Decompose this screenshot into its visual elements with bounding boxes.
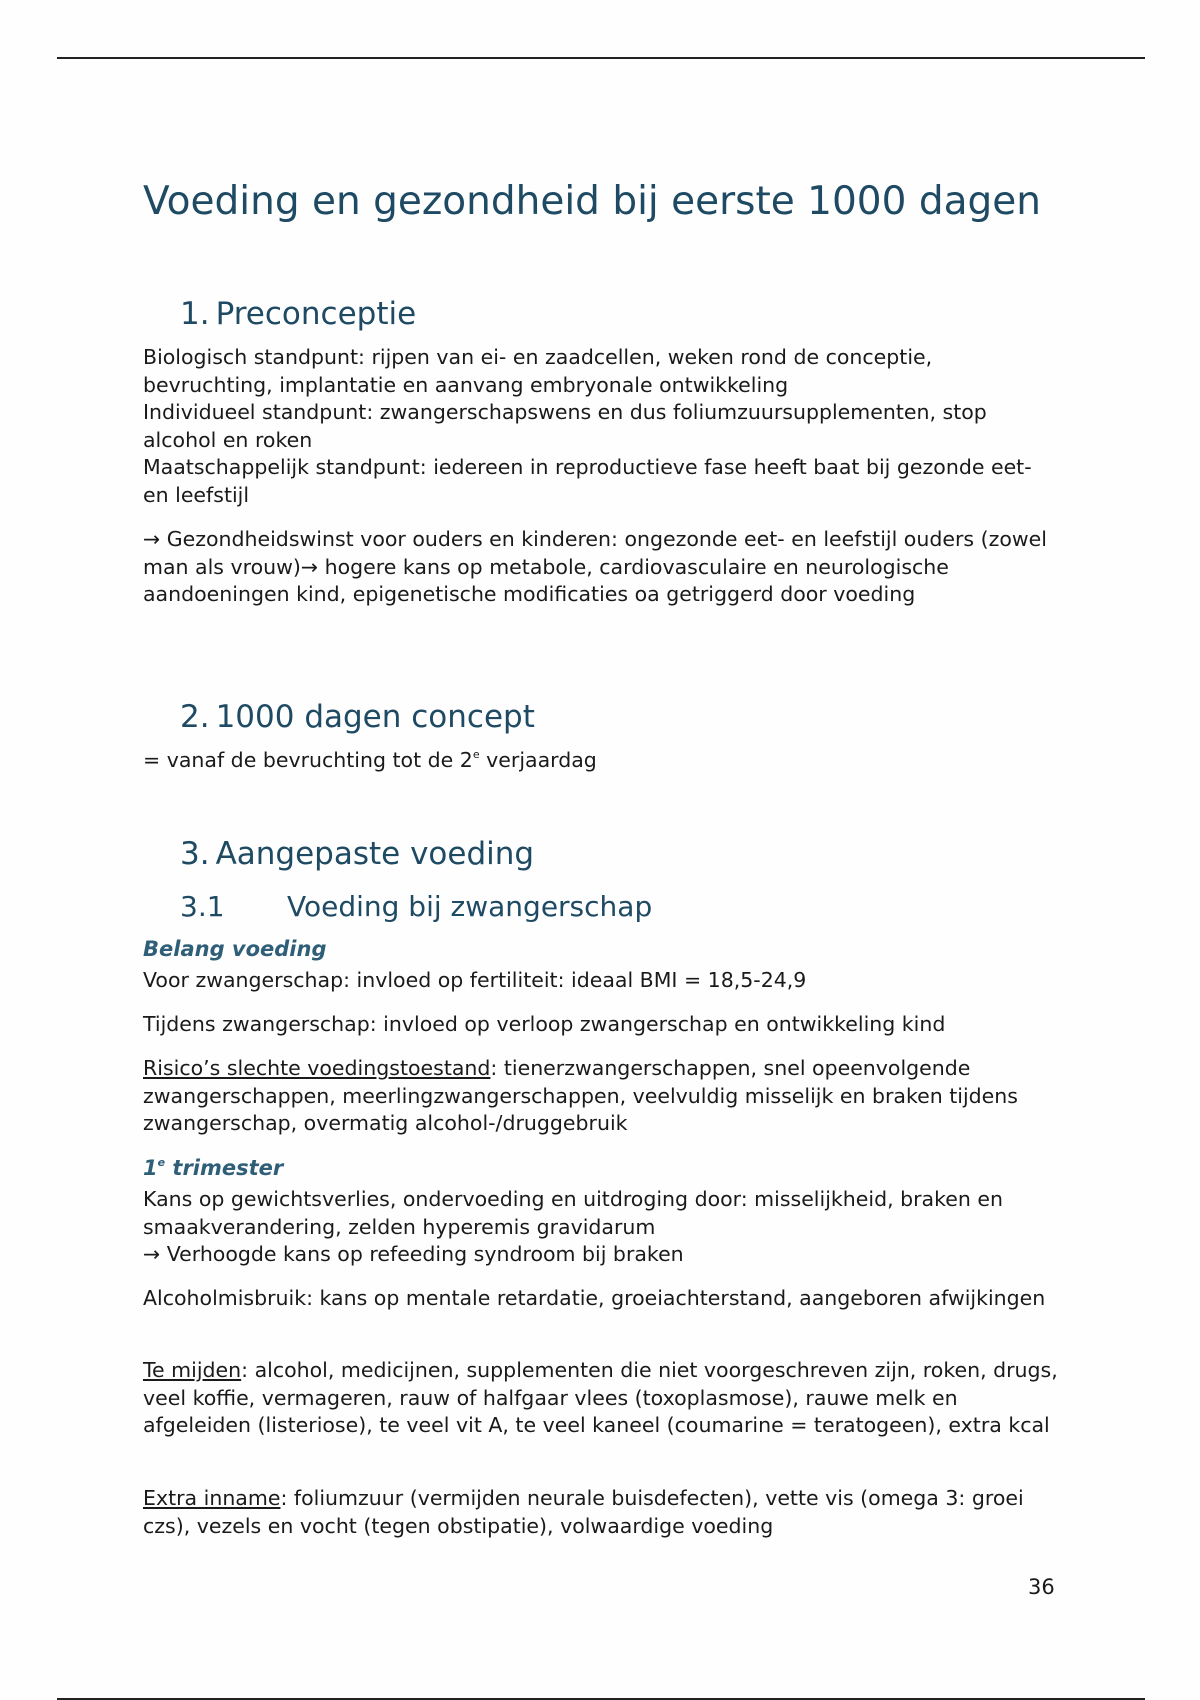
section-number: 1. [180,296,210,332]
risico-label: Risico’s slechte voedingstoestand [143,1056,491,1080]
paragraph-risicos: Risico’s slechte voedingstoestand: tienerzwangerschappen, snel opeenvolgende zwangerschappen, meerlingzwangerschappen, veelvuldig misselijk en braken tijdens zwangerschap, overmatig alcohol-/druggebruik [143,1056,1018,1135]
arrow-icon: → [143,527,161,551]
section-title: 1000 dagen concept [215,699,535,735]
section-title: Preconceptie [215,296,417,332]
paragraph-kans-gewichtsverlies: Kans op gewichtsverlies, ondervoeding en uitdroging door: misselijkheid, braken en smaakverandering, zelden hyperemis gravidarum [143,1187,1003,1239]
section-number: 2. [180,699,210,735]
section-number: 3. [180,836,210,872]
paragraph-tijdens-zwangerschap: Tijdens zwangerschap: invloed op verloop zwangerschap en ontwikkeling kind [143,1012,946,1036]
paragraph-voor-zwangerschap: Voor zwangerschap: invloed op fertiliteit: ideaal BMI = 18,5-24,9 [143,968,807,992]
arrow-icon: → [143,1242,161,1266]
subsection-heading-zwangerschap [180,889,652,925]
te-mijden-label: Te mijden [143,1358,242,1382]
arrow-icon: → [300,554,319,579]
paragraph-individueel: Individueel standpunt: zwangerschapswens en dus foliumzuursupplementen, stop alcohol en roken [143,400,987,452]
extra-inname-label: Extra inname [143,1486,281,1510]
section-title: Aangepaste voeding [215,836,535,872]
paragraph-refeeding: → Verhoogde kans op refeeding syndroom bij braken [143,1242,684,1266]
header-rule [57,57,1145,59]
paragraph-gezondheidswinst: → Gezondheidswinst voor ouders en kinderen: ongezonde eet- en leefstijl ouders (zowel man als vrouw)→ hogere kans op metabole, cardiovasculaire en neurologische aandoeningen kind, epigenetische modificaties oa getriggerd door voeding [143,527,1047,606]
heading-1e-trimester: 1e trimester [143,1156,284,1180]
document-title: Voeding en gezondheid bij eerste 1000 dagen [143,179,1041,224]
section-heading-1000-dagen [180,697,535,737]
paragraph-definition: = vanaf de bevruchting tot de 2e verjaardag [143,748,597,772]
paragraph-alcoholmisbruik: Alcoholmisbruik: kans op mentale retardatie, groeiachterstand, aangeboren afwijkingen [143,1286,1046,1310]
paragraph-te-mijden: Te mijden: alcohol, medicijnen, supplementen die niet voorgeschreven zijn, roken, drugs, veel koffie, vermageren, rauw of halfgaar vlees (toxoplasmose), rauwe melk en afgeleiden (listeriose), te veel vit A, te veel kaneel (coumarine = teratogeen), extra kcal [143,1358,1058,1437]
subsection-title: Voeding bij zwangerschap [287,890,653,923]
heading-belang-voeding: Belang voeding [143,937,327,961]
subsection-number: 3.1 [180,890,225,923]
paragraph-biologisch: Biologisch standpunt: rijpen van ei- en zaadcellen, weken rond de conceptie, bevruchting, implantatie en aanvang embryonale ontwikkeling [143,345,933,397]
paragraph-maatschappelijk: Maatschappelijk standpunt: iedereen in reproductieve fase heeft baat bij gezonde eet- en leefstijl [143,455,1032,507]
section-heading-preconceptie [180,294,416,334]
paragraph-extra-inname: Extra inname: foliumzuur (vermijden neurale buisdefecten), vette vis (omega 3: groei czs), vezels en vocht (tegen obstipatie), volwaardige voeding [143,1486,1024,1538]
page-number: 36 [1028,1575,1055,1599]
section-heading-aangepaste-voeding [180,834,534,874]
